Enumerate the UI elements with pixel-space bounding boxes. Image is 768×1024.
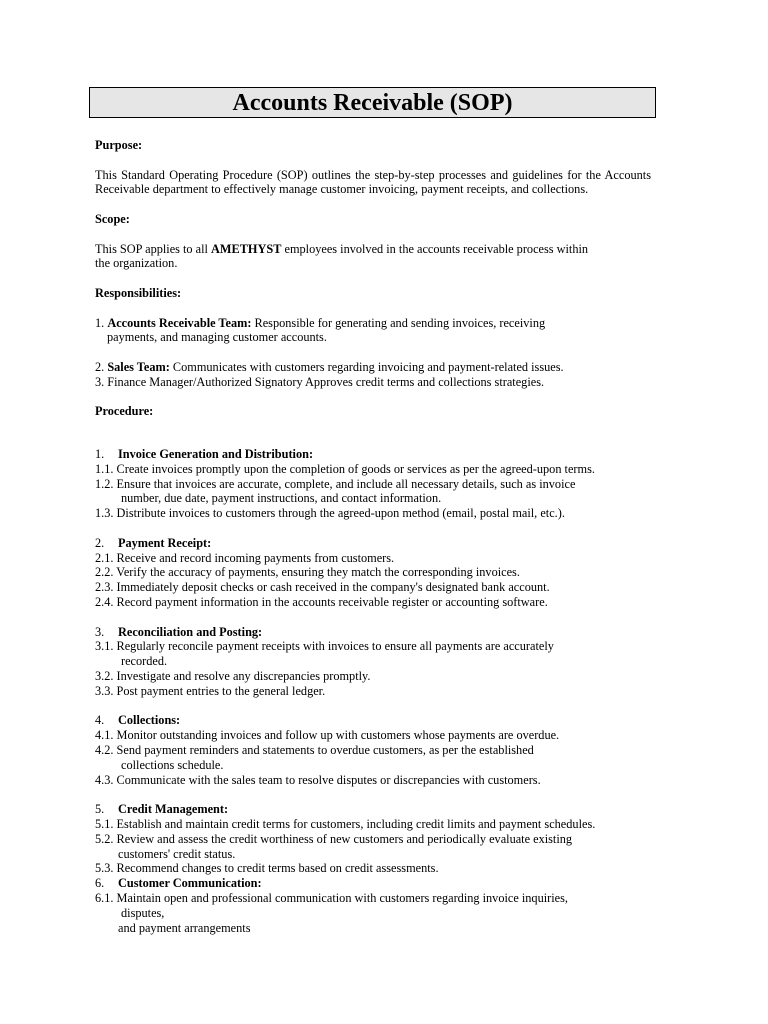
procedure-section-2: 2. Payment Receipt: [95,535,212,550]
procedure-section-3: 3. Reconciliation and Posting: [95,624,263,639]
list-item-cont: collections schedule. [121,757,224,772]
purpose-text: This Standard Operating Procedure (SOP) outlines the step-by-step processes and guidelines for the Accounts Receivable department to effectively manage customer invoicing, payment receipts, and collections. [95,167,651,197]
list-item: 2.4. Record payment information in the accounts receivable register or accounting software. [95,594,548,609]
list-item: 5.3. Recommend changes to credit terms based on credit assessments. [95,861,439,876]
procedure-section-4: 4. Collections: [95,713,181,728]
responsibility-item-1-cont: payments, and managing customer accounts. [107,330,327,345]
company-name: AMETHYST [211,241,282,256]
list-item: 2.1. Receive and record incoming payments from customers. [95,550,395,565]
intro-sections [95,138,651,419]
list-item: 3.1. Regularly reconcile payment receipts with invoices to ensure all payments are accurately [95,639,554,654]
list-item: 6.1. Maintain open and professional communication with customers regarding invoice inquiries, [95,890,568,905]
procedure-section-5: 5. Credit Management: [95,802,229,817]
list-item-cont: number, due date, payment instructions, and contact information. [121,491,442,506]
list-item: 2.3. Immediately deposit checks or cash received in the company's designated bank account. [95,580,550,595]
list-item: 2.2. Verify the accuracy of payments, ensuring they match the corresponding invoices. [95,565,520,580]
scope-text-cont: the organization. [95,256,178,271]
responsibility-item-1: 1. Accounts Receivable Team: Responsible for generating and sending invoices, receiving [95,315,546,330]
procedure-list [95,447,695,935]
list-item-cont: disputes, [121,905,165,920]
list-item: 4.1. Monitor outstanding invoices and follow up with customers whose payments are overdue. [95,728,560,743]
responsibility-item-2: 2. Sales Team: Communicates with customers regarding invoicing and payment-related issues. [95,359,564,374]
scope-text: This SOP applies to all AMETHYST employees involved in the accounts receivable process within [95,241,589,256]
purpose-heading: Purpose: [95,138,143,152]
list-item: 4.2. Send payment reminders and statements to overdue customers, as per the established [95,742,534,757]
procedure-section-6: 6. Customer Communication: [95,876,262,891]
list-item: 1.3. Distribute invoices to customers through the agreed-upon method (email, postal mail, etc.). [95,506,565,521]
list-item: 3.2. Investigate and resolve any discrepancies promptly. [95,668,371,683]
list-item: 5.2. Review and assess the credit worthiness of new customers and periodically evaluate existing [95,831,573,846]
scope-heading: Scope: [95,211,130,226]
list-item: 3.3. Post payment entries to the general ledger. [95,683,326,698]
responsibilities-heading: Responsibilities: [95,285,182,300]
document-title: Accounts Receivable (SOP) [89,87,656,118]
list-item: 5.1. Establish and maintain credit terms for customers, including credit limits and payment schedules. [95,816,596,831]
list-item-cont: customers' credit status. [118,846,236,861]
list-item-cont: and payment arrangements [118,920,251,935]
list-item: 1.1. Create invoices promptly upon the completion of goods or services as per the agreed-upon terms. [95,461,595,476]
list-item: 1.2. Ensure that invoices are accurate, complete, and include all necessary details, such as invoice [95,476,576,491]
procedure-heading: Procedure: [95,404,154,419]
list-item: 4.3. Communicate with the sales team to resolve disputes or discrepancies with customers. [95,772,541,787]
list-item-cont: recorded. [121,654,168,669]
procedure-section-1: 1. Invoice Generation and Distribution: [95,447,314,461]
responsibility-item-3: 3. Finance Manager/Authorized Signatory Approves credit terms and collections strategies. [95,374,545,389]
